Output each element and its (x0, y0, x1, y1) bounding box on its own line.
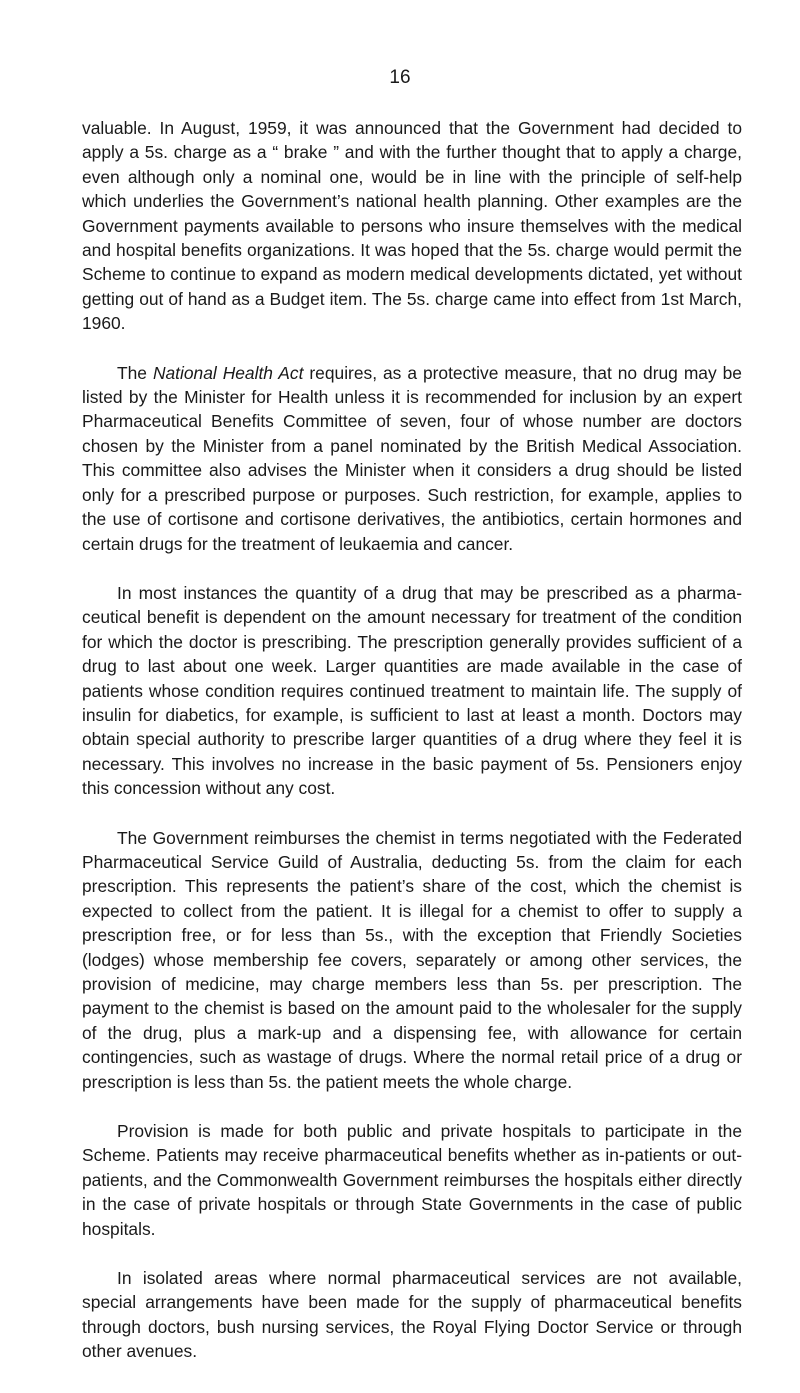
body-text (82, 116, 742, 1389)
paragraph-isolated-areas: In isolated areas where normal pharmaceutical services are not available, special arrangements have been made for the supply of pharmaceutical benefits through doctors, bush nursing services, the Royal Flying Doctor Service or through other avenues. (82, 1268, 742, 1362)
paragraph-lead: The (117, 362, 153, 383)
paragraph-national-health-act (82, 361, 742, 556)
page-number: 16 (389, 67, 411, 88)
paragraph-brake-charge: valuable. In August, 1959, it was announced that the Government had decided to apply a 5s. charge as a “ brake ” and with the further thought that to apply a charge, even although only a nominal one, would be in line with the principle of self-help which underlies the Government’s national health planning. Other examples are the Government payments available to persons who insure themselves with the medical and hospital benefits organizations. It was hoped that the 5s. charge would permit the Scheme to continue to expand as modern medical developments dictated, yet without getting out of hand as a Budget item. The 5s. charge came into effect from 1st March, 1960. (82, 118, 742, 334)
paragraph-chemist-reimbursement: The Government reimburses the chemist in terms negotiated with the Federated Pharmaceutical Service Guild of Australia, deducting 5s. from the claim for each prescription. This represents the patient’s share of the cost, which the chemist is expected to collect from the patient. It is illegal for a chemist to offer to supply a prescription free, or for less than 5s., with the exception that Friendly Societies (lodges) whose membership fee covers, separately or among other services, the provision of medicine, may charge members less than 5s. per prescription. The payment to the chemist is based on the amount paid to the wholesaler for the supply of the drug, plus a mark-up and a dispensing fee, with allowance for certain contingencies, such as wastage of drugs. Where the normal retail price of a drug or prescription is less than 5s. the patient meets the whole charge. (82, 827, 742, 1092)
paragraph-rest: requires, as a protective measure, that no drug may be listed by the Minister for Health unless it is recommended for inclusion by an expert Pharmaceutical Benefits Committee of seven, four of whose number are doctors chosen by the Minister from a panel nominated by the British Medical Association. This committee also advises the Minister when it considers a drug should be listed only for a prescribed purpose or purposes. Such restriction, for example, applies to the use of cortisone and cortisone derivatives, the antibiotics, certain hormones and certain drugs for the treatment of leukaemia and cancer. (82, 362, 742, 554)
paragraph-quantities: In most instances the quantity of a drug that may be prescribed as a pharmaceutical benefit is dependent on the amount necessary for treatment of the condition for which the doctor is prescribing. The prescription generally provides sufficient of a drug to last about one week. Larger quantities are made available in the case of patients whose condition requires continued treatment to maintain life. The supply of insulin for diabetics, for example, is sufficient to last at least a month. Doctors may obtain special authority to prescribe larger quantities of a drug where they feel it is necessary. This involves no increase in the basic payment of 5s. Pensioners enjoy this concession without any cost. (82, 582, 742, 799)
act-title: National Health Act (152, 362, 304, 383)
paragraph-hospitals: Provision is made for both public and private hospitals to participate in the Scheme. Patients may receive pharmaceutical benefits whether as in-patients or out-patients, and the Commonwealth Government reimburses the hospitals either directly in the case of private hospitals or through State Governments in the case of public hospitals. (82, 1121, 742, 1239)
